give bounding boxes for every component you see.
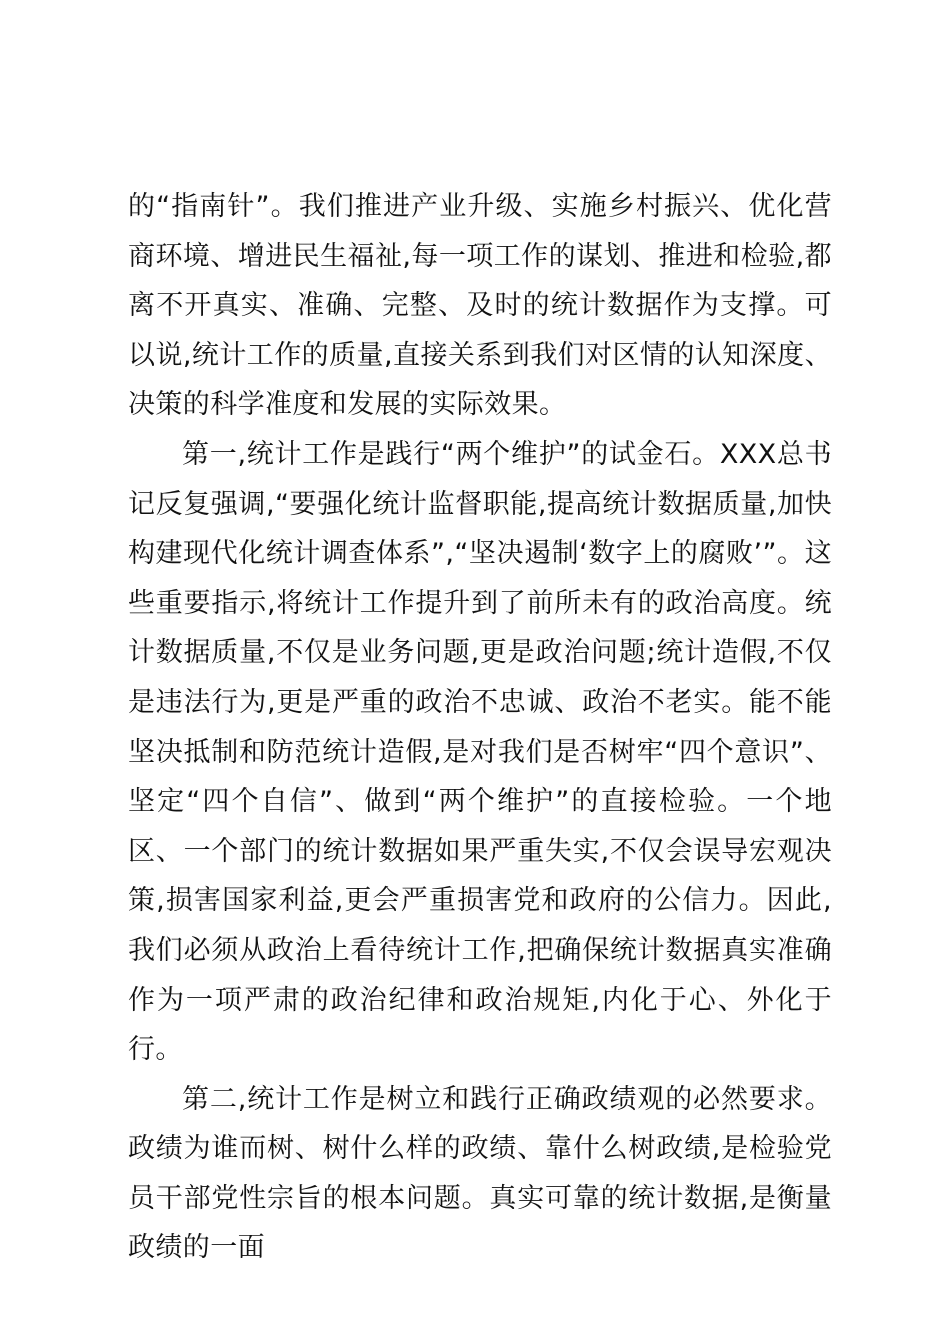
paragraph-2: 第一,统计工作是践行“两个维护”的试金石。XXX总书记反复强调,“要强化统计监督职能,提高统计数据质量,加快构建现代化统计调查体系”,“坚决遏制‘数字上的腐败’”。这些重要指示,将统计工作提升到了前所未有的政治高度。统计数据质量,不仅是业务问题,更是政治问题;统计造假,不仅是违法行为,更是严重的政治不忠诚、政治不老实。能不能坚决抵制和防范统计造假,是对我们是否树牢“四个意识”、坚定“四个自信”、做到“两个维护”的直接检验。一个地区、一个部门的统计数据如果严重失实,不仅会误导宏观决策,损害国家利益,更会严重损害党和政府的公信力。因此,我们必须从政治上看待统计工作,把确保统计数据真实准确作为一项严肃的政治纪律和政治规矩,内化于心、外化于行。 xyxy=(128,438,832,1066)
paragraph-3: 第二,统计工作是树立和践行正确政绩观的必然要求。政绩为谁而树、树什么样的政绩、靠什么树政绩,是检验党员干部党性宗旨的根本问题。真实可靠的统计数据,是衡量政绩的一面 xyxy=(128,1083,832,1264)
document-body xyxy=(128,182,832,1273)
paragraph-1: 的“指南针”。我们推进产业升级、实施乡村振兴、优化营商环境、增进民生福祉,每一项工作的谋划、推进和检验,都离不开真实、准确、完整、及时的统计数据作为支撑。可以说,统计工作的质量,直接关系到我们对区情的认知深度、决策的科学准度和发展的实际效果。 xyxy=(128,191,832,421)
